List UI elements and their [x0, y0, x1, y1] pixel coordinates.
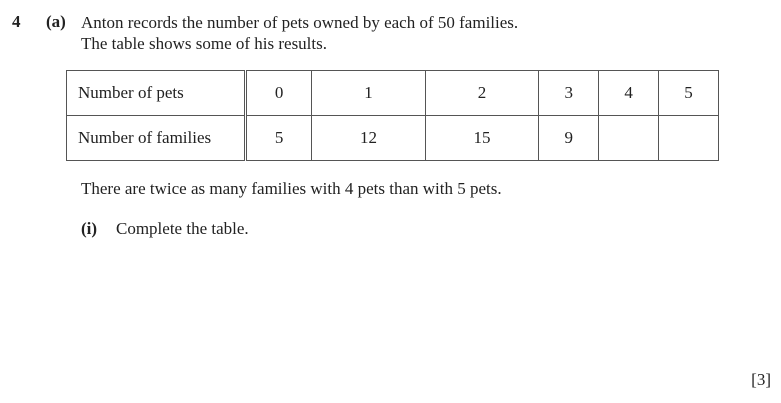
- row-header-families: Number of families: [67, 116, 246, 161]
- families-cell: 15: [425, 116, 539, 161]
- families-answer-cell-5[interactable]: [659, 116, 719, 161]
- pets-cell: 1: [312, 71, 426, 116]
- pets-cell: 0: [246, 71, 312, 116]
- question-intro: [81, 12, 518, 54]
- marks-label: [3]: [751, 370, 771, 389]
- question-number: 4: [12, 12, 21, 31]
- families-cell: 9: [539, 116, 599, 161]
- intro-line-1: Anton records the number of pets owned by each of 50 families.: [81, 13, 519, 32]
- pets-cell: 4: [599, 71, 659, 116]
- pets-cell: 5: [659, 71, 719, 116]
- table-row-pets: [67, 71, 719, 116]
- statement: There are twice as many families with 4 pets than with 5 pets.: [81, 179, 502, 198]
- table-row-families: [67, 116, 719, 161]
- subpart-text: Complete the table.: [116, 219, 249, 238]
- intro-line-2: The table shows some of his results.: [81, 34, 327, 53]
- families-answer-cell-4[interactable]: [599, 116, 659, 161]
- families-cell: 5: [246, 116, 312, 161]
- families-cell: 12: [312, 116, 426, 161]
- row-header-pets: Number of pets: [67, 71, 246, 116]
- pets-table: [66, 70, 719, 161]
- pets-cell: 2: [425, 71, 539, 116]
- pets-cell: 3: [539, 71, 599, 116]
- subpart-label: (i): [81, 219, 98, 238]
- part-label: (a): [46, 12, 66, 31]
